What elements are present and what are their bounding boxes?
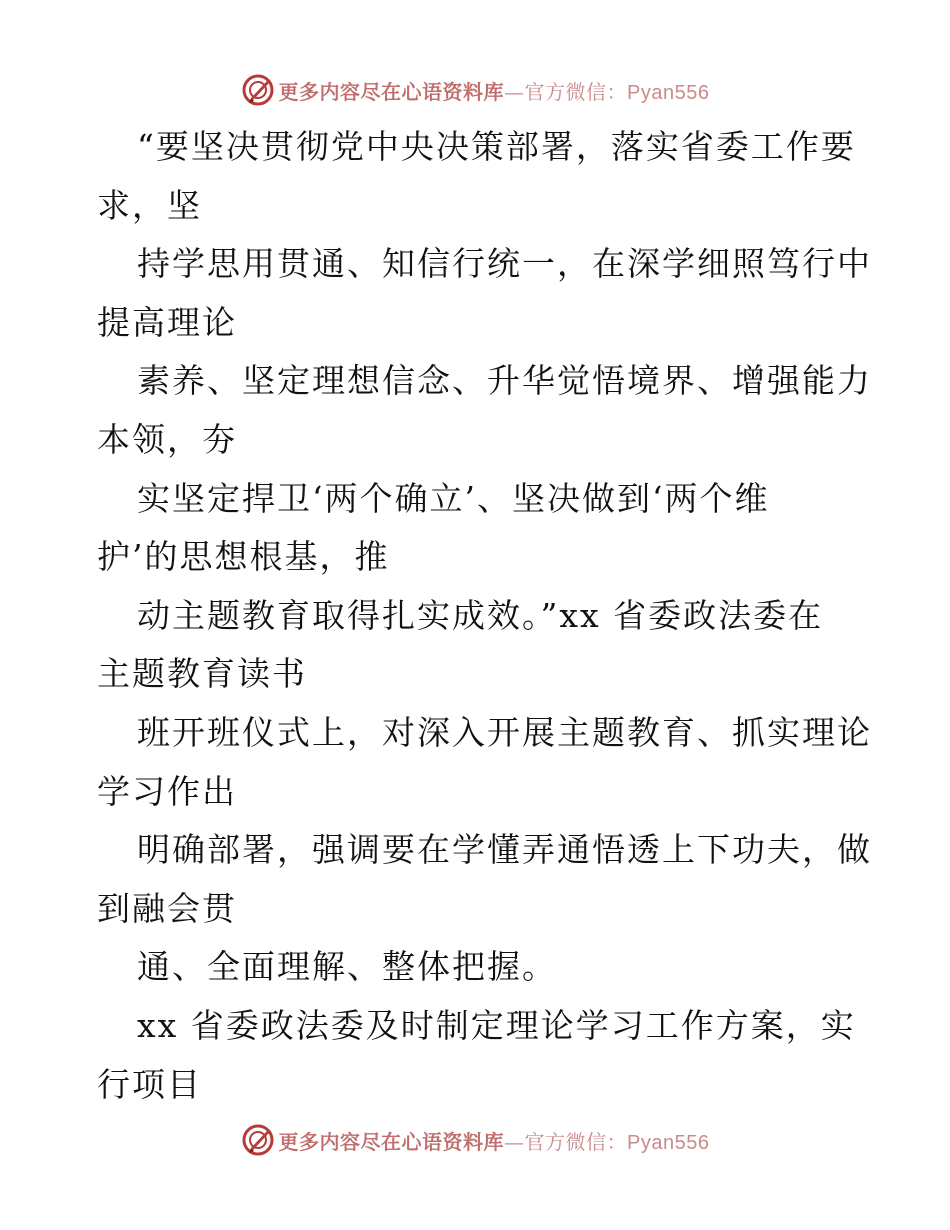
text-line: 提高理论 bbox=[97, 302, 237, 342]
text-line: 学习作出 bbox=[97, 771, 237, 811]
footer-banner-main: 更多内容尽在心语资料库 bbox=[278, 1129, 505, 1154]
header-banner bbox=[0, 70, 950, 110]
footer-banner-id: Pyan556 bbox=[627, 1131, 710, 1154]
text-line: 班开班仪式上，对深入开展主题教育、抓实理论 bbox=[137, 712, 872, 752]
body-text bbox=[97, 118, 872, 1114]
text-line: 本领，夯 bbox=[97, 419, 237, 459]
text-line: 实坚定捍卫‘两个确立’、坚决做到‘两个维 bbox=[137, 478, 770, 518]
header-banner-sep: —官方微信： bbox=[504, 79, 628, 104]
footer-banner bbox=[0, 1120, 950, 1160]
text-line: 动主题教育取得扎实成效。”xx 省委政法委在 bbox=[137, 595, 824, 635]
text-line: 到融会贯 bbox=[97, 888, 237, 928]
text-line: 主题教育读书 bbox=[97, 654, 307, 694]
text-line: 素养、坚定理想信念、升华觉悟境界、增强能力 bbox=[137, 361, 872, 401]
footer-banner-sep: —官方微信： bbox=[504, 1129, 628, 1154]
text-line: xx 省委政法委及时制定理论学习工作方案，实 bbox=[137, 1005, 856, 1045]
header-banner-main: 更多内容尽在心语资料库 bbox=[278, 79, 505, 104]
pen-logo-icon bbox=[241, 73, 275, 107]
header-banner-id: Pyan556 bbox=[627, 81, 710, 104]
pen-logo-icon bbox=[241, 1123, 275, 1157]
footer-banner-text bbox=[279, 1126, 710, 1155]
text-line: 行项目 bbox=[97, 1064, 202, 1104]
text-line: 通、全面理解、整体把握。 bbox=[137, 947, 557, 987]
text-line: 持学思用贯通、知信行统一，在深学细照笃行中 bbox=[137, 244, 872, 284]
text-line: 求，坚 bbox=[97, 185, 202, 225]
text-line: 明确部署，强调要在学懂弄通悟透上下功夫，做 bbox=[137, 830, 872, 870]
header-banner-text bbox=[279, 76, 710, 105]
text-line: “要坚决贯彻党中央决策部署，落实省委工作要 bbox=[137, 127, 856, 166]
text-line: 护’的思想根基，推 bbox=[97, 537, 390, 577]
